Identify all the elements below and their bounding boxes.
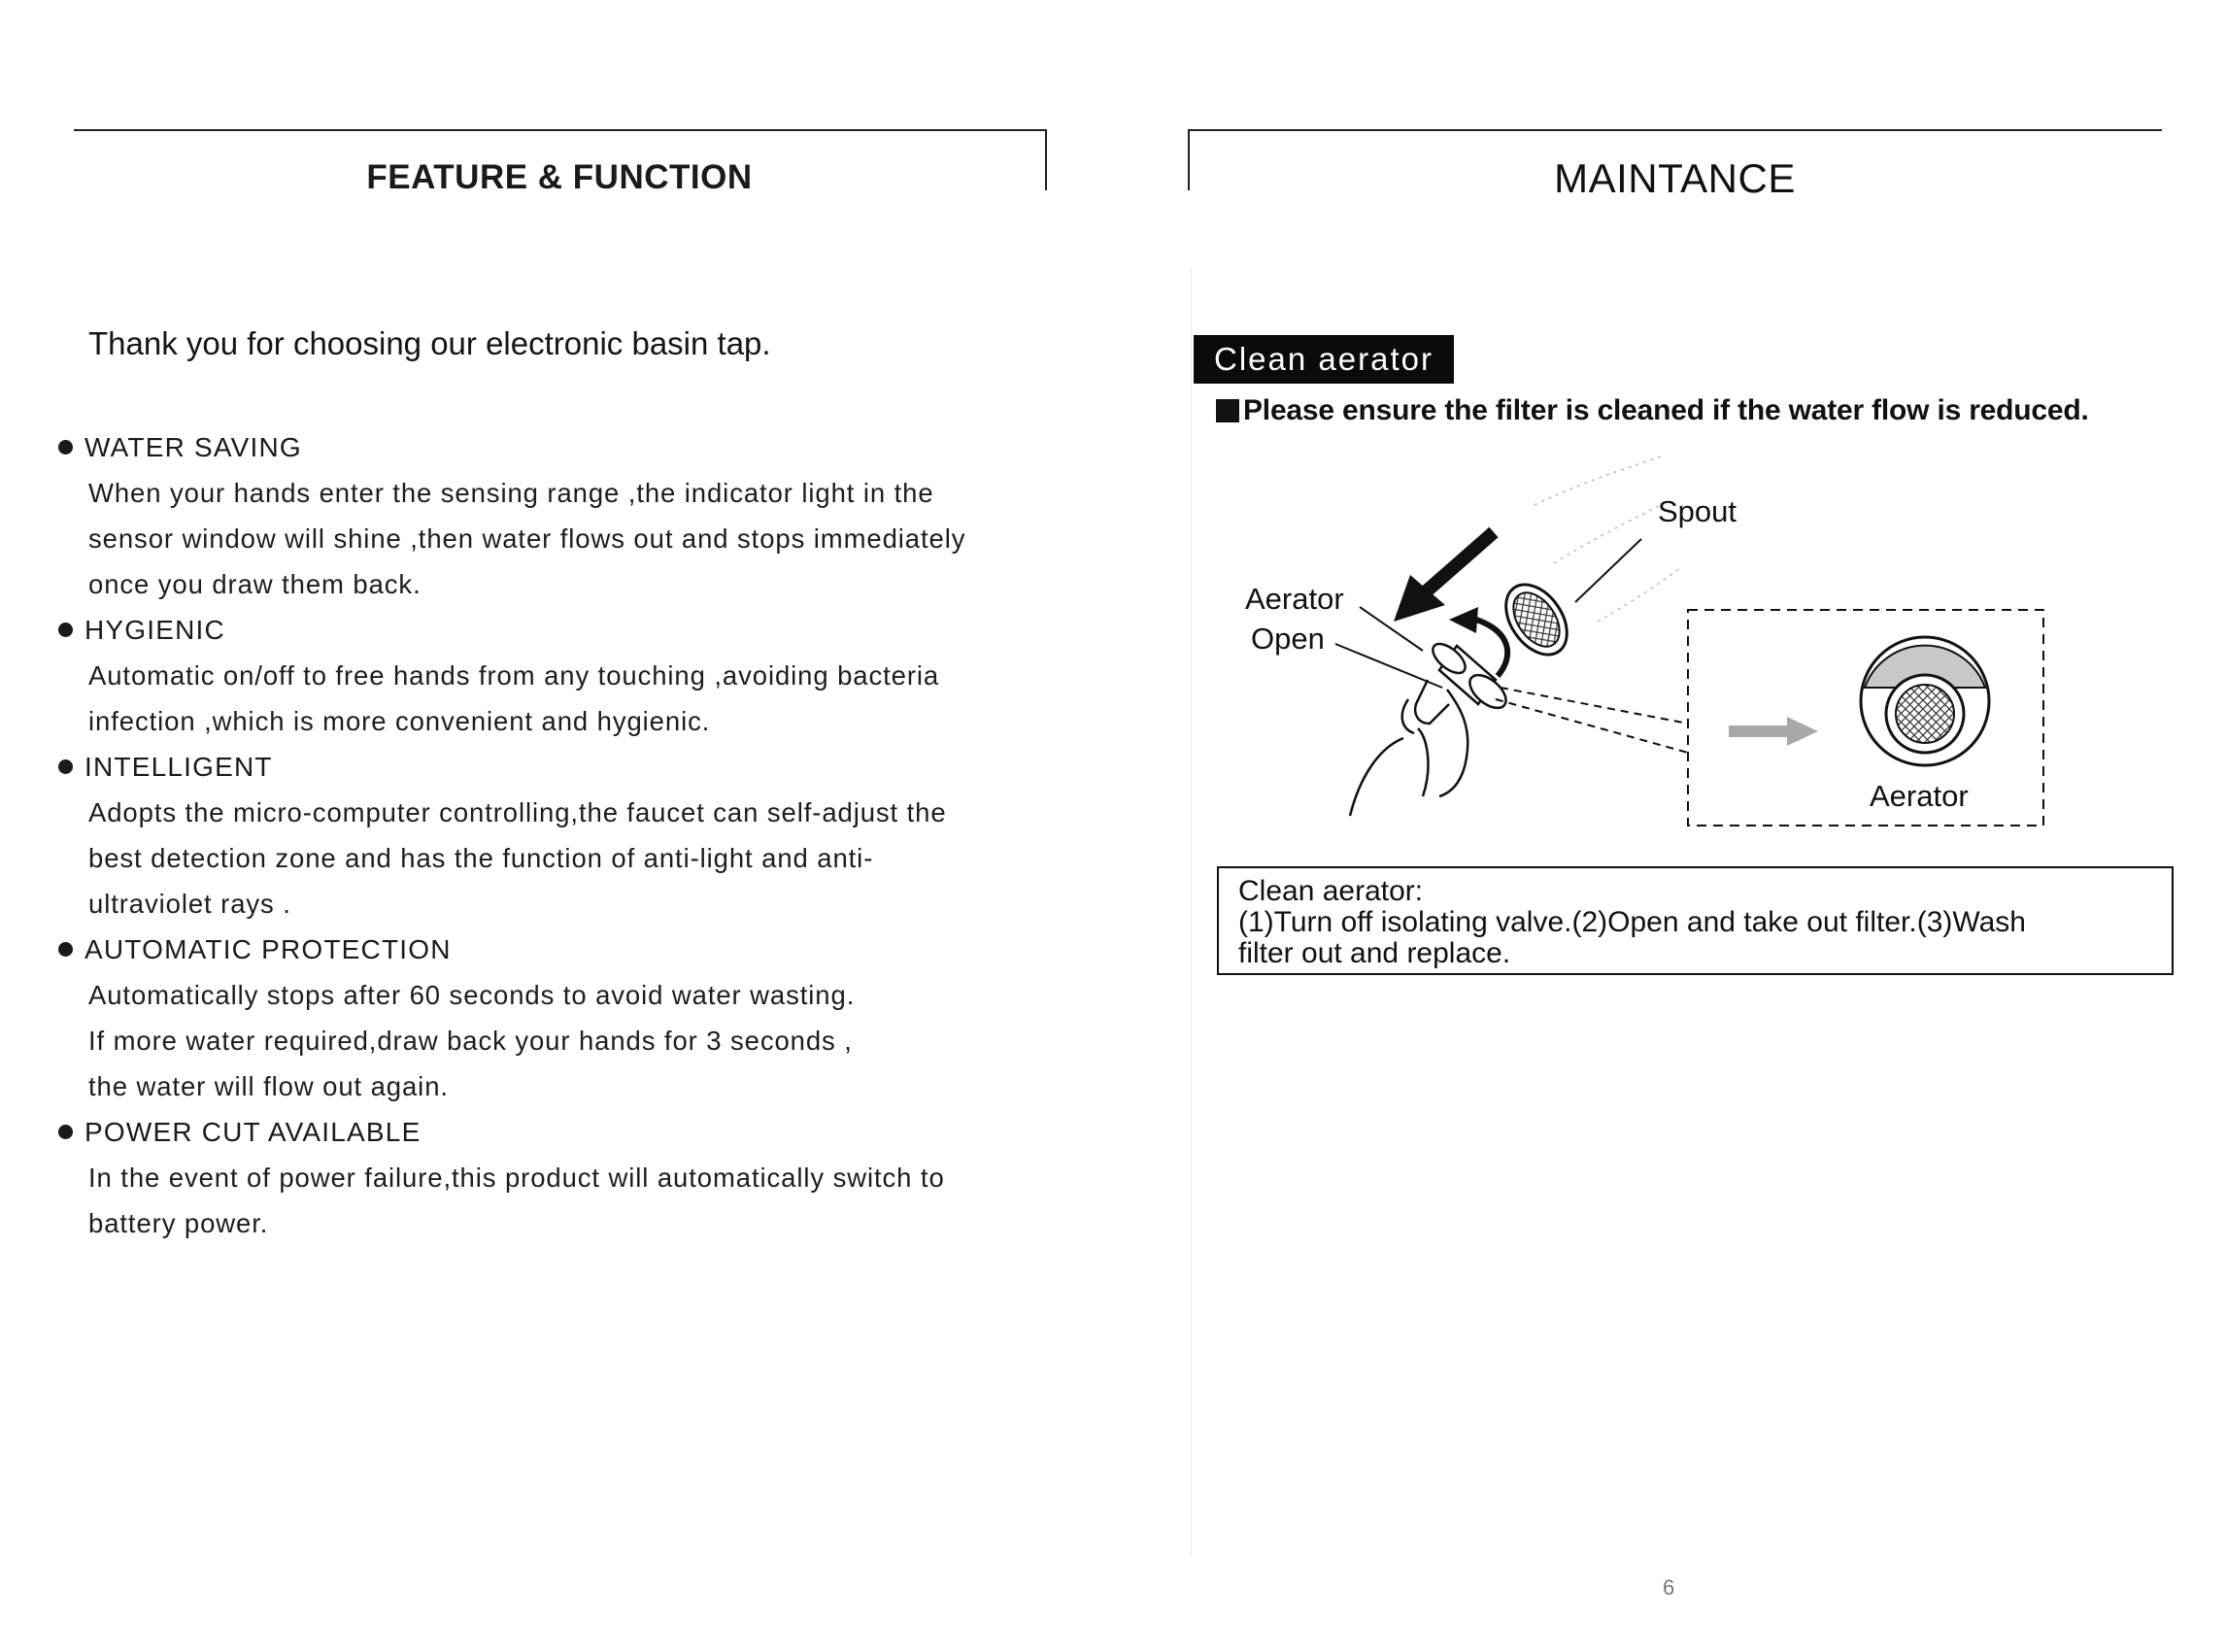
- feature-text-line: best detection zone and has the function of anti-light and anti-: [88, 843, 874, 873]
- aerator-diagram: [1224, 447, 2059, 835]
- feature-text-line: Adopts the micro-computer controlling,the faucet can self-adjust the: [88, 797, 947, 827]
- notice: [1216, 394, 2089, 427]
- instructions-heading: Clean aerator:: [1238, 875, 1424, 907]
- aerator-label: Aerator: [1245, 582, 1344, 616]
- open-label: Open: [1251, 622, 1325, 656]
- feature-automatic-protection: [58, 927, 1029, 1109]
- bullet-icon: [58, 1125, 73, 1139]
- feature-title: HYGIENIC: [84, 614, 225, 645]
- feature-title: AUTOMATIC PROTECTION: [84, 933, 452, 964]
- feature-text-line: In the event of power failure,this product will automatically switch to: [88, 1163, 945, 1193]
- feature-text-line: once you draw them back.: [88, 569, 422, 599]
- instructions-line: filter out and replace.: [1238, 937, 1511, 969]
- remove-arrow-icon: [1394, 532, 1494, 622]
- feature-text-line: Automatically stops after 60 seconds to avoid water wasting.: [88, 980, 856, 1010]
- instructions-box: [1217, 866, 2174, 975]
- feature-water-saving: [58, 424, 1029, 607]
- feature-text-line: battery power.: [88, 1208, 269, 1238]
- maintance-title: MAINTANCE: [1554, 155, 1796, 201]
- square-bullet-icon: [1216, 399, 1239, 422]
- instructions-line: (1)Turn off isolating valve.(2)Open and take out filter.(3)Wash: [1238, 906, 2026, 938]
- bullet-icon: [58, 623, 73, 637]
- feature-title: INTELLIGENT: [84, 751, 273, 782]
- feature-text-line: When your hands enter the sensing range ,the indicator light in the: [88, 478, 934, 508]
- intro-text: Thank you for choosing our electronic basin tap.: [88, 325, 771, 361]
- clean-aerator-tag: Clean aerator: [1194, 335, 1454, 384]
- aerator-detail-label: Aerator: [1870, 779, 1969, 813]
- hand-illustration: [1350, 680, 1467, 816]
- feature-hygienic: [58, 607, 1029, 744]
- aerator-front-view: [1861, 637, 1989, 765]
- feature-text-line: ultraviolet rays .: [88, 889, 291, 919]
- feature-function-title: FEATURE & FUNCTION: [366, 158, 753, 196]
- feature-power-cut: [58, 1109, 1029, 1246]
- grey-arrow-icon: [1729, 717, 1818, 746]
- feature-text-line: sensor window will shine ,then water flows out and stops immediately: [88, 523, 966, 554]
- feature-list: [58, 424, 1029, 1246]
- page-number: 6: [1663, 1575, 1675, 1600]
- left-header-tick: [1045, 129, 1047, 190]
- feature-title: POWER CUT AVAILABLE: [84, 1116, 422, 1147]
- spout-leader-line: [1575, 539, 1641, 602]
- projection-lines: [1496, 688, 1688, 753]
- right-header-rule: [1188, 129, 2162, 131]
- feature-text-line: infection ,which is more convenient and hygienic.: [88, 706, 711, 736]
- notice-text: Please ensure the filter is cleaned if the water flow is reduced.: [1243, 394, 2089, 426]
- feature-title: WATER SAVING: [84, 431, 302, 462]
- bullet-icon: [58, 942, 73, 957]
- feature-text-line: If more water required,draw back your hands for 3 seconds ,: [88, 1026, 853, 1056]
- feature-intelligent: [58, 744, 1029, 927]
- spout-label: Spout: [1658, 494, 1737, 528]
- bullet-icon: [58, 759, 73, 774]
- bullet-icon: [58, 440, 73, 455]
- open-leader-line: [1335, 644, 1442, 688]
- page-gutter-line: [1191, 267, 1192, 1559]
- feature-text-line: the water will flow out again.: [88, 1071, 449, 1101]
- left-header-rule: [74, 129, 1045, 131]
- spout-body: [1535, 456, 1680, 622]
- feature-text-line: Automatic on/off to free hands from any touching ,avoiding bacteria: [88, 660, 940, 691]
